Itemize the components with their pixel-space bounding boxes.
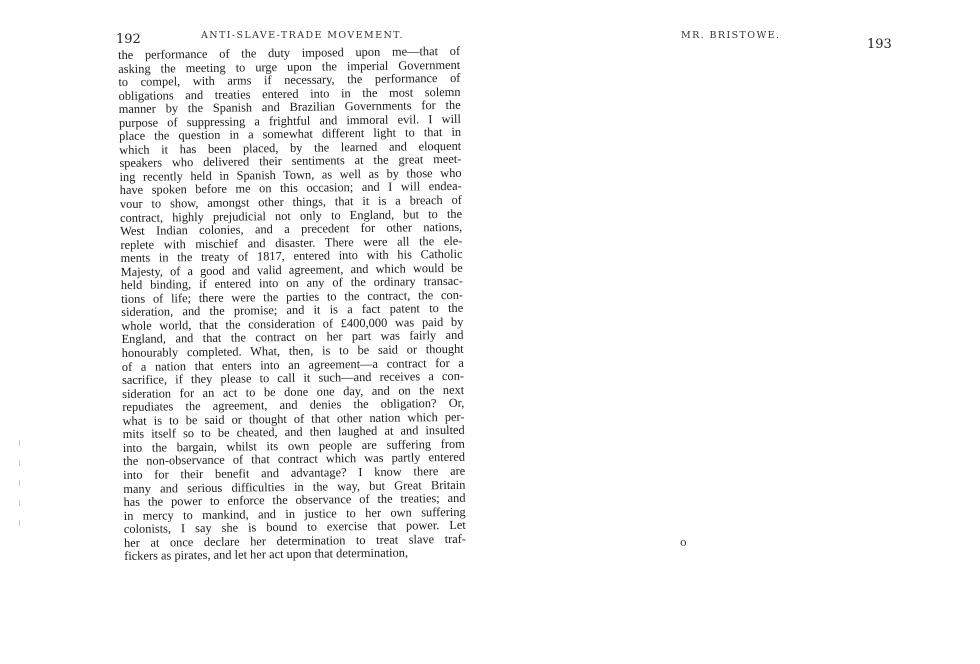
text-line: honourably completed. What, then, is to be said or thought — [121, 341, 464, 361]
text-line: replete with mischief and disaster. There were all the ele- — [120, 233, 463, 252]
text-line: manner by the Spanish and Brazilian Governments for the — [118, 98, 461, 117]
text-line: contract, highly prejudicial not only to England, but to the — [119, 206, 463, 225]
gutter-mark — [19, 520, 20, 526]
text-line: into the bargain, whilst its own people are suffering from — [122, 436, 465, 455]
text-line: which it has been placed, by the learned and eloquent — [119, 138, 462, 157]
gutter-mark — [19, 480, 20, 486]
left-page-number: 192 — [116, 32, 141, 47]
text-line: ments in the treaty of 1817, entered into with his Catholic — [120, 247, 463, 266]
text-line: sideration, and the promise; and it is a fact patent to the — [121, 301, 464, 320]
text-line: colonists, I say she is bound to exercise that power. Let — [123, 517, 466, 537]
gutter-mark — [19, 500, 20, 506]
text-line: to compel, with arms if necessary, the performance of — [118, 70, 461, 90]
text-line: has the power to enforce the observance of the treaties; and — [123, 490, 466, 510]
gutter-mark — [19, 460, 20, 466]
text-line: ing recently held in Spanish Town, as well as by those who — [119, 165, 462, 184]
text-line: in mercy to mankind, and in justice to her own suffering — [123, 504, 466, 523]
text-line: sideration for an act to be done one day, and on the next — [122, 382, 465, 401]
text-line: whole world, that the consideration of £400,000 was paid by — [121, 314, 464, 333]
left-body-text — [118, 45, 466, 564]
text-line: mits itself so to be cheated, and then laughed at and insulted — [122, 423, 465, 442]
text-line: Majesty, of a good and valid agreement, and which would be — [120, 260, 463, 279]
text-line: fickers as pirates, and let her act upon that determination, — [124, 545, 409, 564]
signature-mark: o — [680, 536, 687, 549]
text-line: purpose of suppressing a frightful and immoral evil. I will — [118, 111, 461, 130]
text-line: sacrifice, if they please to call it such—and receives a con- — [121, 368, 465, 388]
right-running-head: MR. BRISTOWE. — [681, 30, 781, 41]
gutter-marks — [19, 440, 23, 570]
text-line: place the question in a somewhat different light to that in — [118, 125, 462, 144]
text-line: West Indian colonies, and a precedent for other nations, — [120, 219, 463, 239]
text-line: into for their benefit and advantage? I know there are — [123, 463, 466, 482]
gutter-mark — [19, 440, 20, 446]
text-line: have spoken before me on this occasion; and I will endea- — [119, 179, 462, 198]
text-line: speakers who delivered their sentiments at the great meet- — [119, 152, 462, 171]
text-line: tions of life; there were the parties to the contract, the con- — [120, 287, 464, 306]
text-line: what is to be said or thought of that other nation which per- — [122, 409, 465, 428]
text-line: obligations and treaties entered into in the most solemn — [118, 84, 461, 103]
text-line: of a nation that enters into an agreement—a contract for a — [121, 355, 464, 374]
text-line: England, and that the contract on her part was fairly and — [121, 328, 464, 347]
text-line: many and serious difficulties in the way, but Great Britain — [123, 477, 466, 496]
text-line: asking the meeting to urge upon the imperial Government — [118, 57, 461, 76]
left-running-head: ANTI-SLAVE-TRADE MOVEMENT. — [201, 30, 404, 41]
text-line: the non-observance of that contract which was partly entered — [122, 450, 466, 469]
text-line: repudiates the agreement, and denies the obligation? Or, — [122, 396, 465, 415]
text-line: held binding, if entered into on any of the ordinary transac- — [120, 274, 463, 293]
right-page-number: 193 — [867, 37, 892, 52]
text-line: vour to show, amongst other things, that it is a breach of — [119, 192, 462, 212]
text-line: her at once declare her determination to treat slave traf- — [123, 531, 467, 550]
right-page — [490, 0, 980, 664]
text-line: the performance of the duty imposed upon me—that of — [117, 43, 461, 62]
